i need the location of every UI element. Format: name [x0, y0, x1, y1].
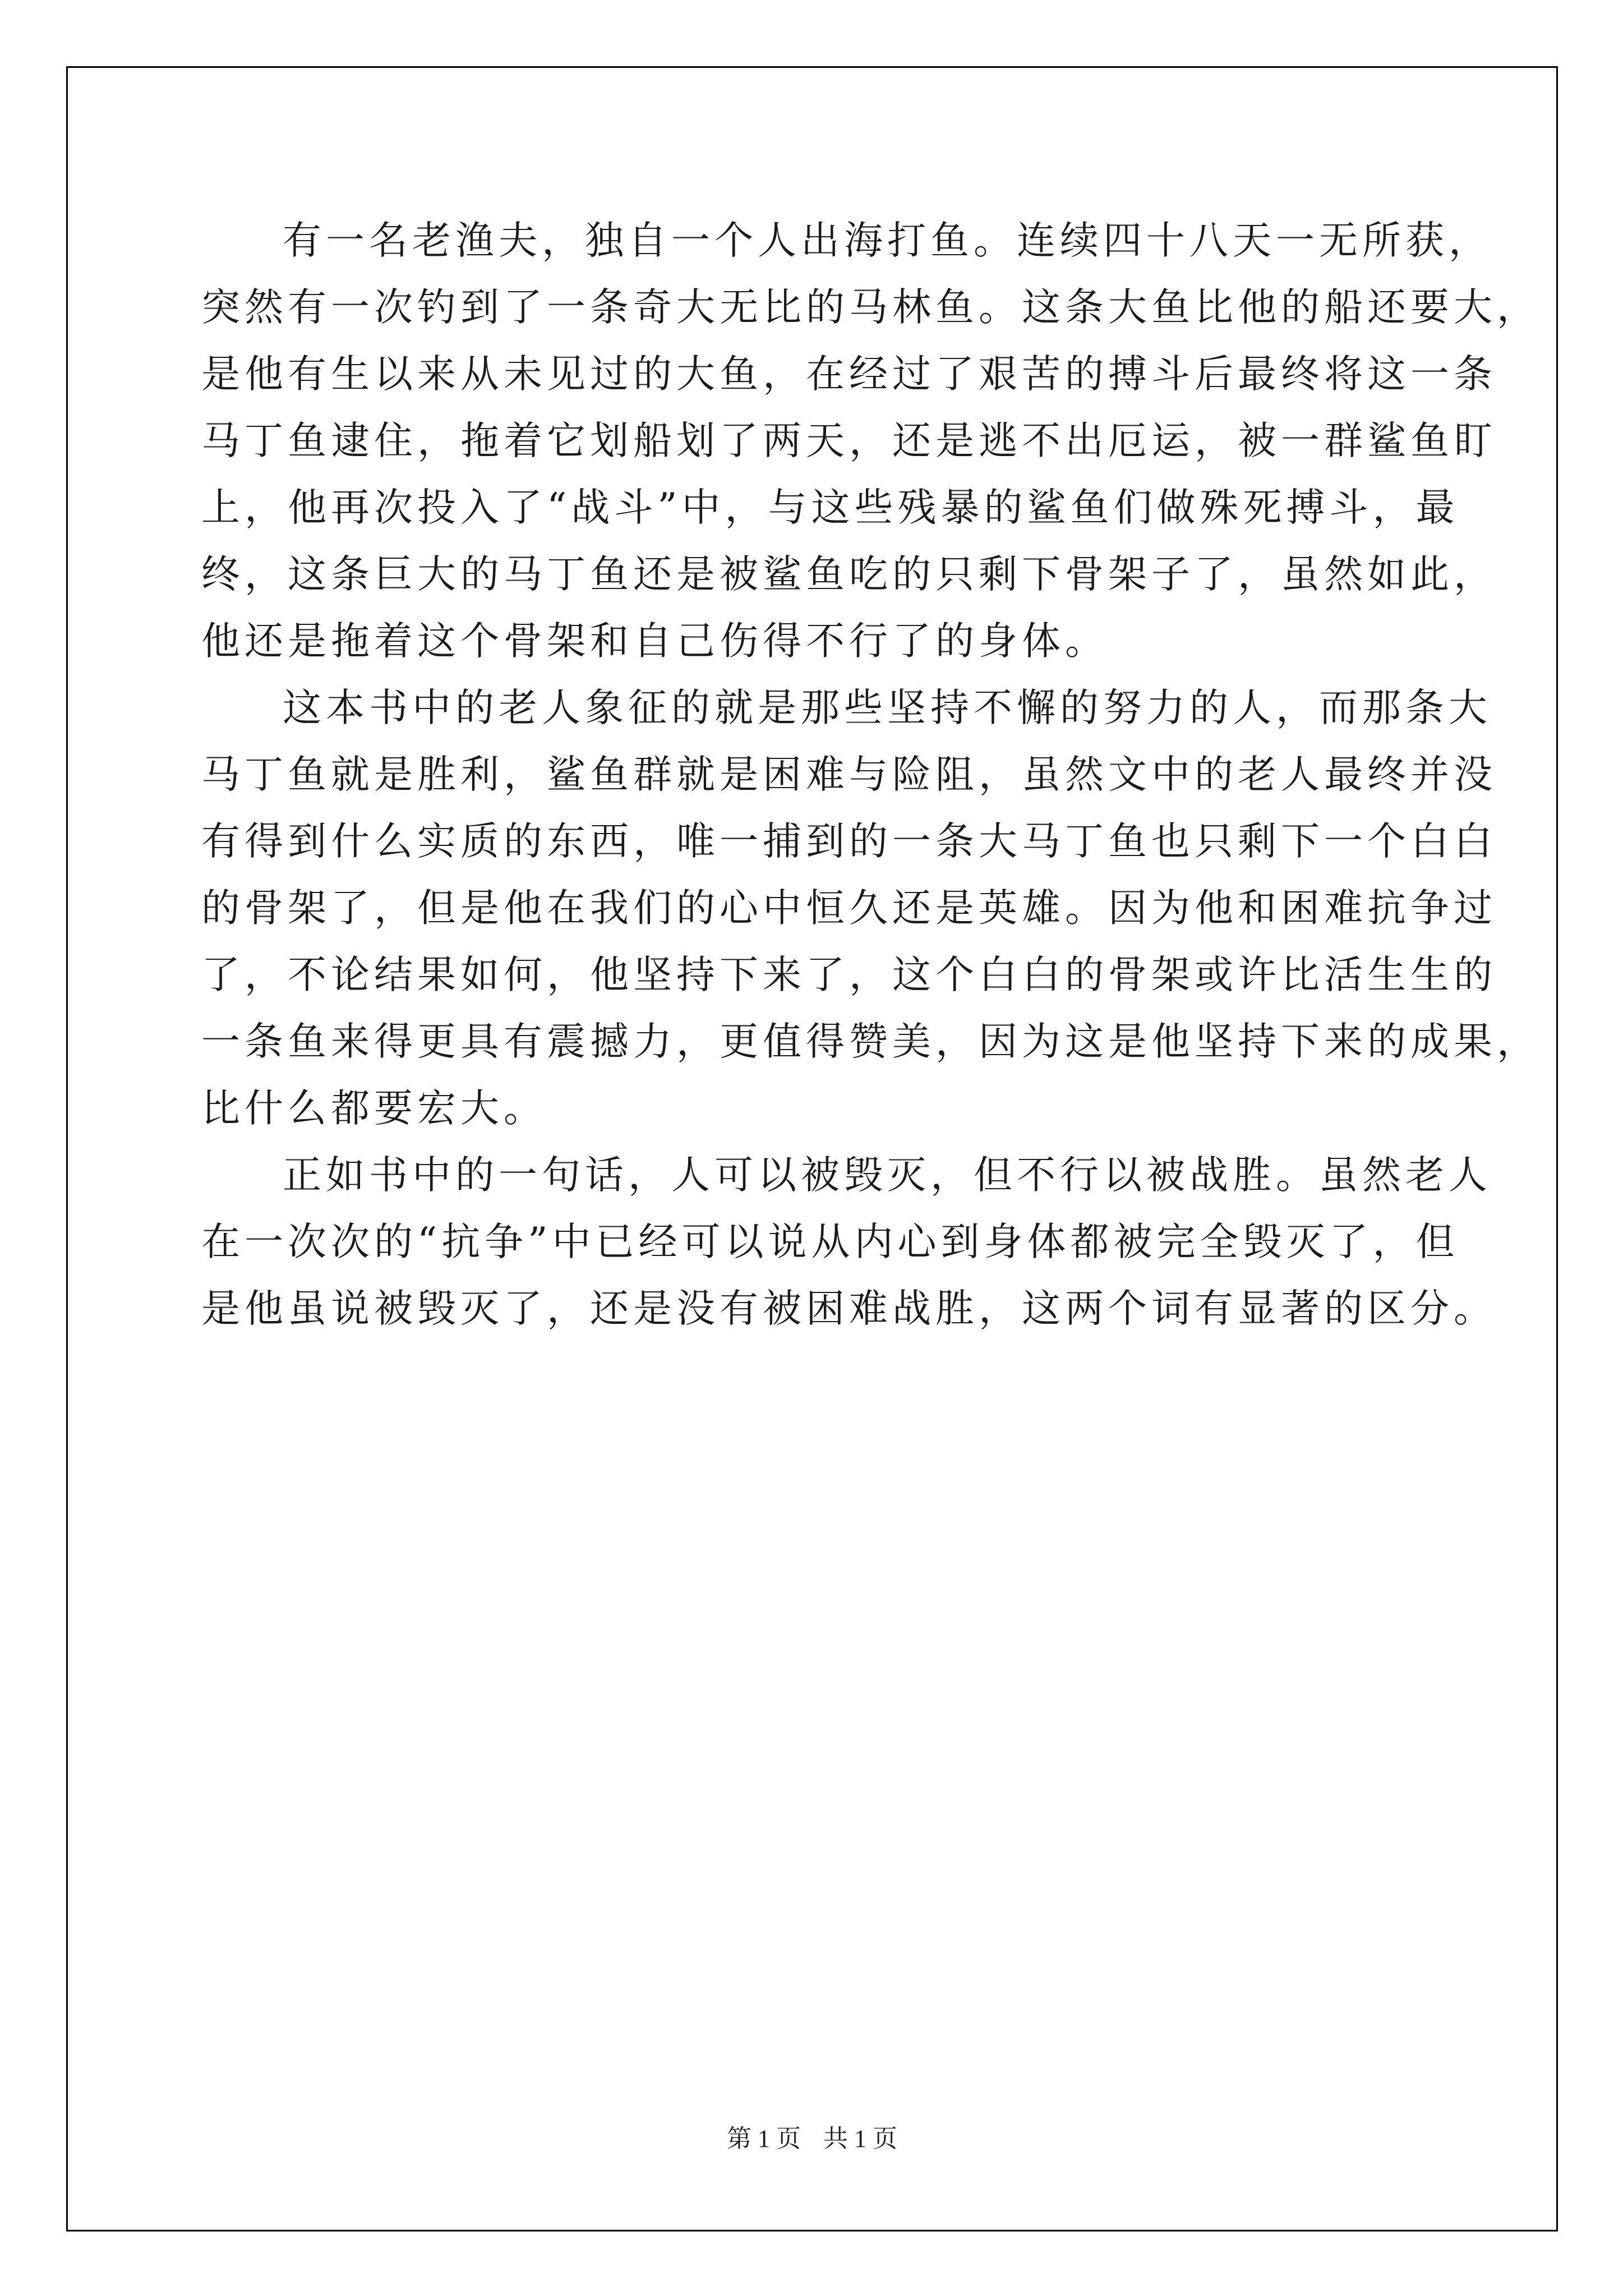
paragraph-2-line-4: 的骨架了，但是他在我们的心中恒久还是英雄。因为他和困难抗争过: [201, 886, 1497, 931]
paragraph-3-line-3: 是他虽说被毁灭了，还是没有被困难战胜，这两个词有显著的区分。: [201, 1286, 1497, 1331]
paragraph-1-line-5: 上，他再次投入了“战斗”中，与这些残暴的鲨鱼们做殊死搏斗，最: [201, 485, 1459, 530]
paragraph-2-line-3: 有得到什么实质的东西，唯一捕到的一条大马丁鱼也只剩下一个白白: [201, 819, 1497, 864]
paragraph-1-line-1: 有一名老渔夫，独自一个人出海打鱼。连续四十八天一无所获，: [283, 218, 1492, 263]
paragraph-3-line-2: 在一次次的“抗争”中已经可以说从内心到身体都被完全毁灭了，但: [201, 1220, 1459, 1264]
paragraph-2-line-7: 比什么都要宏大。: [201, 1086, 547, 1131]
document-body: [201, 68, 1540, 2230]
paragraph-3-line-1: 正如书中的一句话，人可以被毁灭，但不行以被战胜。虽然老人: [283, 1153, 1492, 1198]
paragraph-1-line-7: 他还是拖着这个骨架和自己伤得不行了的身体。: [201, 619, 1108, 664]
page-border: [66, 66, 1558, 2231]
page-total: 共 1 页: [823, 2125, 897, 2152]
paragraph-2-line-1: 这本书中的老人象征的就是那些坚持不懈的努力的人，而那条大: [283, 685, 1492, 730]
paragraph-2-line-2: 马丁鱼就是胜利，鲨鱼群就是困难与险阻，虽然文中的老人最终并没: [201, 752, 1497, 797]
paragraph-1-line-4: 马丁鱼逮住，拖着它划船划了两天，还是逃不出厄运，被一群鲨鱼盯: [201, 418, 1497, 463]
paragraph-2-line-5: 了，不论结果如何，他坚持下来了，这个白白的骨架或许比活生生的: [201, 953, 1497, 997]
paragraph-2-line-6: 一条鱼来得更具有震撼力，更值得赞美，因为这是他坚持下来的成果，: [201, 1019, 1540, 1064]
page-footer: [68, 2122, 1556, 2156]
paragraph-1-line-6: 终，这条巨大的马丁鱼还是被鲨鱼吃的只剩下骨架子了，虽然如此，: [201, 552, 1497, 597]
page-number: 第 1 页: [727, 2125, 801, 2152]
paragraph-1-line-3: 是他有生以来从未见过的大鱼，在经过了艰苦的搏斗后最终将这一条: [201, 352, 1497, 397]
paragraph-1-line-2: 突然有一次钓到了一条奇大无比的马林鱼。这条大鱼比他的船还要大，: [201, 285, 1540, 330]
